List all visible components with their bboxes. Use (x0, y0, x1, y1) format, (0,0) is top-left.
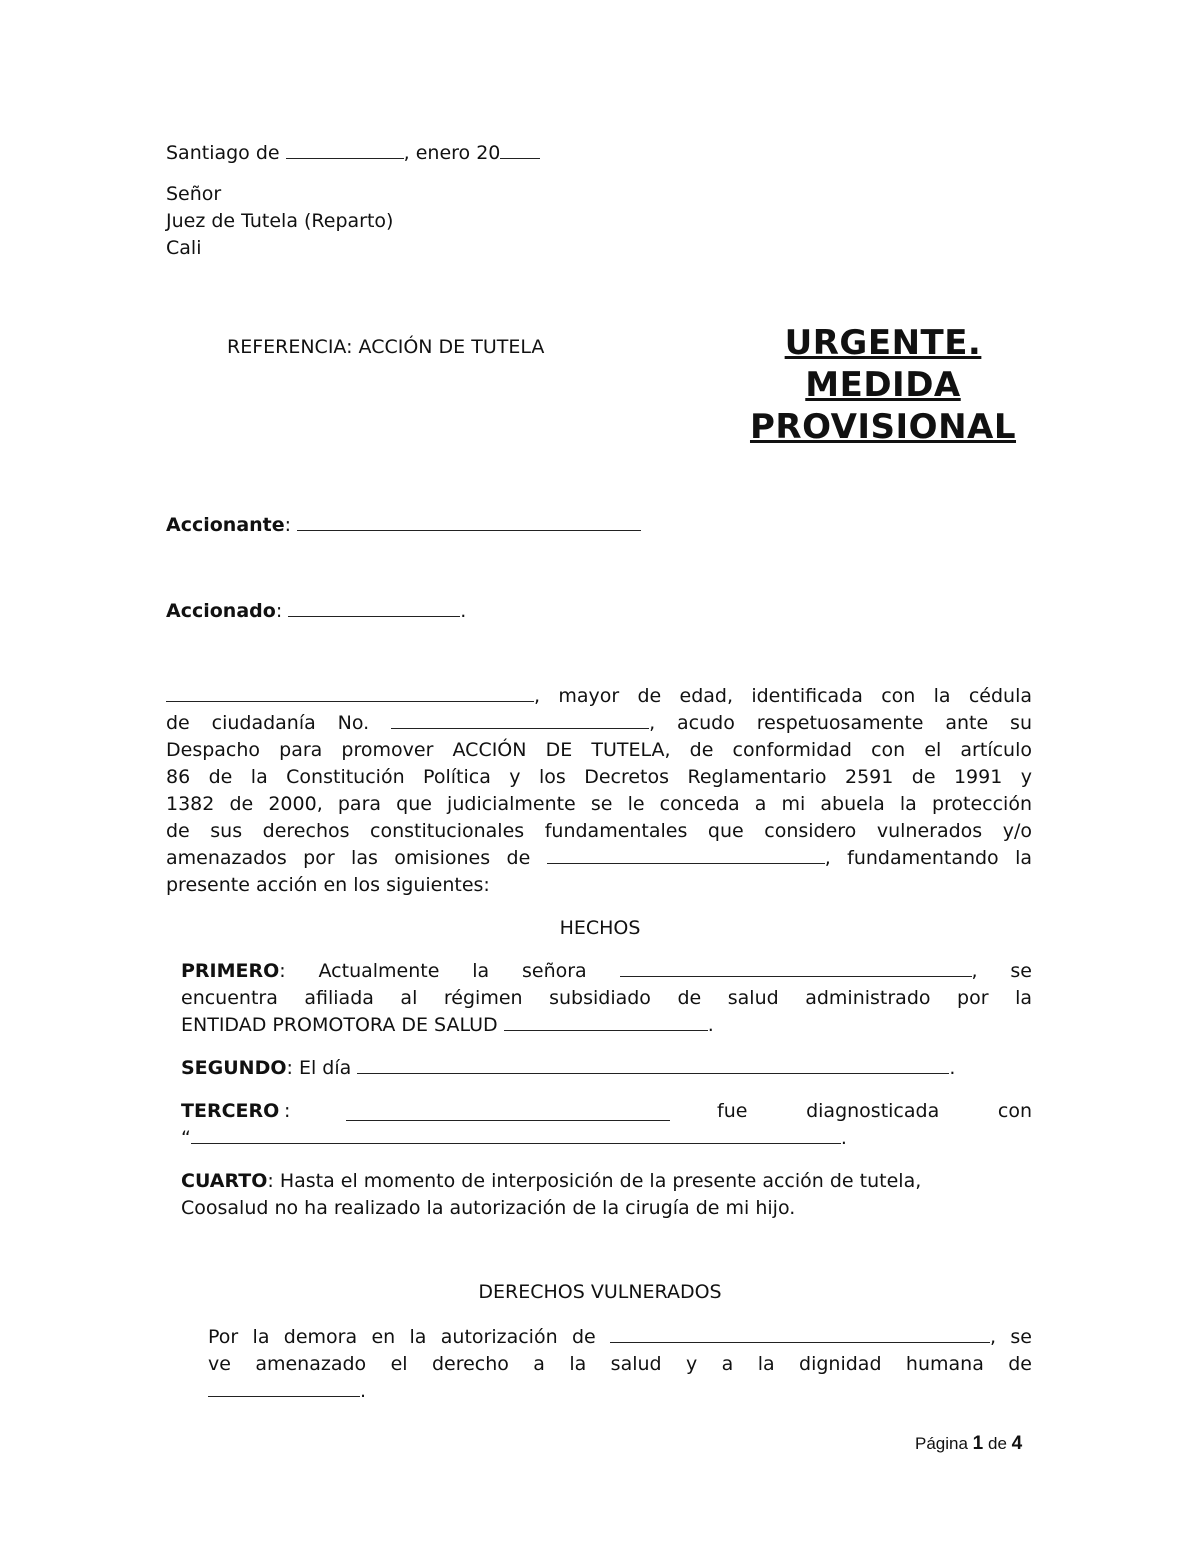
year-blank (500, 140, 540, 159)
eps-blank (504, 1012, 708, 1031)
patient-blank (346, 1102, 670, 1121)
urgent-line: PROVISIONAL (749, 407, 1017, 447)
date-prefix: Santiago de (166, 142, 280, 164)
urgent-notice (730, 322, 1036, 448)
hecho-cuarto: CUARTO: Hasta el momento de interposición de la presente acción de tutela, Coosalud no ha realizado la autorización de la cirugía de mi hijo. (181, 1170, 922, 1219)
city-blank (286, 140, 404, 159)
hechos-title: HECHOS (559, 917, 641, 939)
urgent-line: URGENTE. (784, 323, 982, 363)
recipient-line: Juez de Tutela (Reparto) (166, 210, 394, 232)
accionado-line: Accionado: . (166, 600, 467, 622)
recipient-block (166, 181, 393, 262)
date-event-blank (357, 1055, 949, 1074)
hecho-tercero: TERCERO : fue diagnosticada con “ . (181, 1100, 1032, 1149)
intro-line: 1382 de 2000, para que judicialmente se le conceda a mi abuela la protección (166, 793, 1032, 815)
derechos-title: DERECHOS VULNERADOS (478, 1281, 722, 1303)
intro-paragraph (166, 683, 1032, 899)
hecho-segundo: SEGUNDO: El día . (181, 1057, 956, 1079)
reference-heading: REFERENCIA: ACCIÓN DE TUTELA (227, 336, 545, 358)
intro-line: presente acción en los siguientes: (166, 874, 490, 896)
date-line (166, 140, 540, 167)
urgent-line: MEDIDA (805, 365, 961, 405)
intro-line: de sus derechos constitucionales fundamentales que considero vulnerados y/o (166, 820, 1032, 842)
intro-line: Despacho para promover ACCIÓN DE TUTELA, de conformidad con el artículo (166, 739, 1032, 761)
accionante-blank (297, 512, 641, 531)
name-blank (166, 683, 534, 702)
id-number-blank (391, 710, 649, 729)
accionante-label: Accionante (166, 514, 285, 536)
diagnosis-blank (191, 1125, 841, 1144)
intro-line: amenazados por las omisiones de , fundamentando la (166, 847, 1033, 869)
beneficiary-blank (208, 1378, 360, 1397)
authorization-blank (610, 1324, 990, 1343)
omissions-blank (547, 845, 825, 864)
accionante-line: Accionante: (166, 512, 641, 539)
accionado-label: Accionado (166, 600, 276, 622)
hecho-primero: PRIMERO: Actualmente la señora , se encuentra afiliada al régimen subsidiado de salud administrado por la ENTIDAD PROMOTORA DE SALUD . (181, 960, 1032, 1036)
senora-blank (620, 958, 972, 977)
accionado-blank (288, 598, 460, 617)
page-number: Página 1 de 4 (915, 1433, 1023, 1454)
intro-line: 86 de la Constitución Política y los Decretos Reglamentario 2591 de 1991 y (166, 766, 1032, 788)
recipient-line: Cali (166, 237, 202, 259)
date-mid: , enero 20 (403, 142, 501, 164)
recipient-line: Señor (166, 183, 222, 205)
intro-line: , mayor de edad, identificada con la cédula (166, 683, 1032, 710)
derechos-paragraph: Por la demora en la autorización de , se ve amenazado el derecho a la salud y a la dignidad humana de . (208, 1326, 1032, 1402)
intro-line: de ciudadanía No. , acudo respetuosamente ante su (166, 712, 1032, 734)
